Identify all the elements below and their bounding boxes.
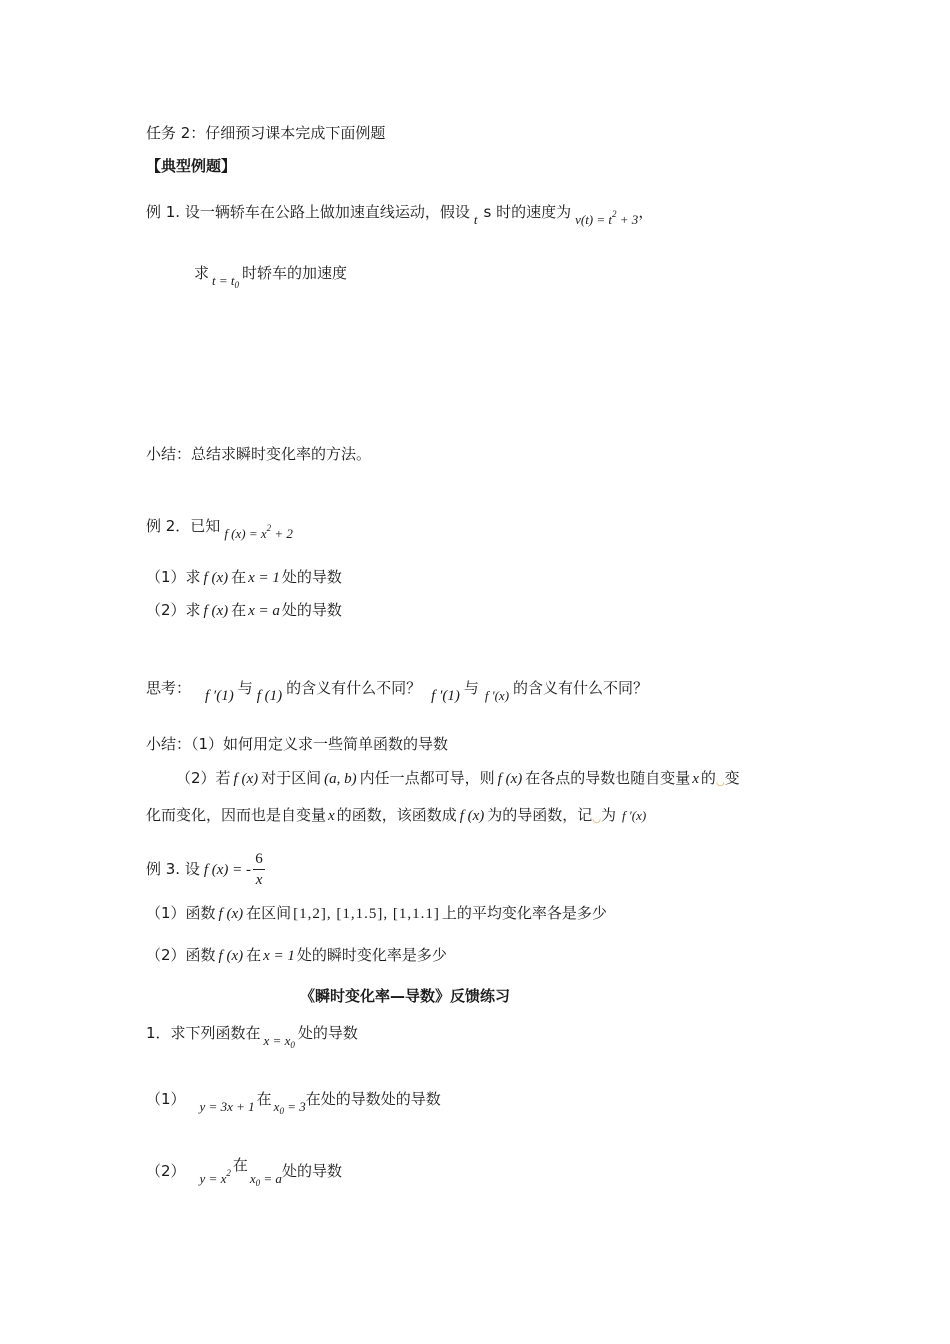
ex2-question-2: （2）求 f (x) 在 x = a 处的导数 xyxy=(146,601,342,619)
problem-1: 1．求下列函数在 $x = x_0$处的导数 xyxy=(146,1024,358,1050)
ex1-ask-b: 时轿车的加速度 xyxy=(242,264,348,282)
example-1 xyxy=(146,196,654,227)
example-1-question xyxy=(194,262,347,289)
summary-2-line-2: （2）若 f (x) 对于区间 (a, b) 内任一点都可导，则 f (x) 在各点的导数也随自变量 x 的◡变 xyxy=(176,769,740,788)
problem-1-1: （1） y = 3x + 1 在 $x_0 = 3$在处的导数处的导数 xyxy=(146,1090,441,1116)
ex1-var-t: t xyxy=(473,212,478,227)
ex3-question-1: （1）函数 f (x) 在区间 [1,2], [1,1.5], [1,1.1] 上的平均变化率各是多少 xyxy=(146,904,607,922)
example-2 xyxy=(146,510,293,541)
ex2-label: 例 2．已知 xyxy=(146,517,221,535)
task2-heading: 任务 2：仔细预习课本完成下面例题 xyxy=(146,124,386,142)
ex1-text-a: 设一辆轿车在公路上做加速直线运动，假设 xyxy=(184,203,470,221)
ex1-ask-a: 求 xyxy=(194,264,210,282)
ex2-question-1: （1）求 f (x) 在 x = 1 处的导数 xyxy=(146,568,342,586)
example-3: 例 3. 设 f (x) = - $\frac{6}{x}$ xyxy=(146,850,267,889)
edit-mark-icon: ◡ xyxy=(715,777,725,788)
think-question: 思考： f ′(1) 与 f (1) 的含义有什么不同？ f ′(1) 与 f ′(x) 的含义有什么不同？ xyxy=(146,679,649,704)
ex1-ask-var: $t = t_0$ xyxy=(212,273,240,290)
ex3-question-2: （2）函数 f (x) 在 x = 1 处的瞬时变化率是多少 xyxy=(146,946,447,964)
problem-1-2: （2） $y = x^2$ 在$x_0 = a$处的导数 xyxy=(146,1156,342,1188)
edit-mark-icon: ◡ xyxy=(592,814,602,825)
ex3-fraction: $\frac{6}{x}$ xyxy=(253,850,265,889)
summary-2-line-3: 化而变化，因而也是自变量 x 的函数，该函数成 f (x) 为的导函数，记◡为 f ′(x) xyxy=(146,806,647,825)
ex1-end: ， xyxy=(638,203,654,221)
feedback-title: 《瞬时变化率—导数》反馈练习 xyxy=(300,987,511,1005)
ex1-label: 例 1. xyxy=(146,203,185,221)
ex1-formula: $v(t) = t^2 + 3$ xyxy=(575,209,639,227)
section-typical-examples: 【典型例题】 xyxy=(146,157,237,175)
summary-2-line-1: 小结：（1）如何用定义求一些简单函数的导数 xyxy=(146,735,449,753)
ex2-formula: f $(x) = x^2 + 2$ xyxy=(224,523,293,541)
ex1-text-b: s 时的速度为 xyxy=(483,203,572,221)
summary-1: 小结：总结求瞬时变化率的方法。 xyxy=(146,445,372,463)
